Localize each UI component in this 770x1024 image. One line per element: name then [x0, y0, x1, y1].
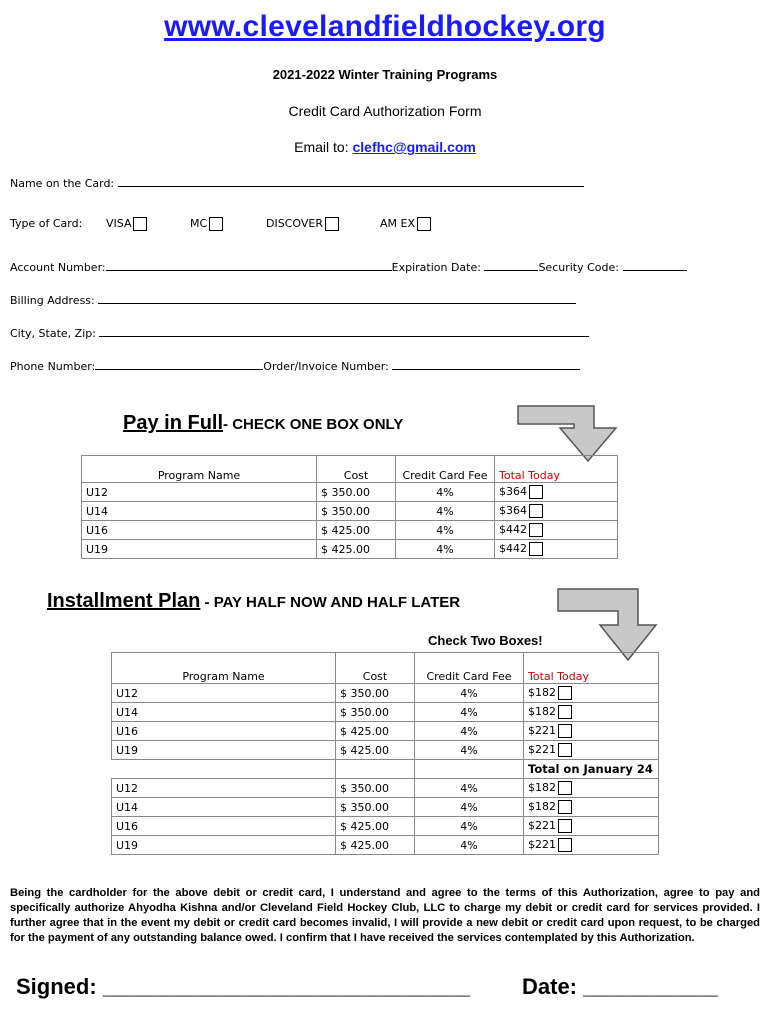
- table-row: [82, 483, 618, 502]
- pay-in-full-subtitle: - CHECK ONE BOX ONLY: [223, 416, 404, 433]
- table-row: [112, 741, 659, 760]
- card-option-label: DISCOVER: [266, 217, 323, 230]
- pay-in-full-heading: [123, 412, 403, 435]
- total-cell[interactable]: [495, 483, 618, 502]
- program-cell: U14: [82, 502, 317, 521]
- card-option-amex[interactable]: [380, 217, 431, 231]
- program-cell: U12: [112, 779, 336, 798]
- table-header-row: [112, 653, 659, 684]
- checkbox[interactable]: [558, 724, 572, 738]
- billing-address-field[interactable]: [10, 293, 576, 307]
- total-value: $221: [528, 838, 556, 851]
- program-cell: U16: [82, 521, 317, 540]
- cost-cell: $ 425.00: [317, 521, 396, 540]
- fee-cell: 4%: [396, 521, 495, 540]
- program-cell: U12: [112, 684, 336, 703]
- checkbox[interactable]: [417, 217, 431, 231]
- cost-cell: $ 425.00: [336, 836, 415, 855]
- table-row: [82, 521, 618, 540]
- cost-cell: $ 425.00: [336, 722, 415, 741]
- security-code-line[interactable]: [623, 260, 687, 271]
- program-cell: U14: [112, 703, 336, 722]
- total-value: $182: [528, 705, 556, 718]
- city-state-zip-field[interactable]: [10, 326, 589, 340]
- checkbox[interactable]: [558, 743, 572, 757]
- authorization-text: Being the cardholder for the above debit or credit card, I understand and agree to the terms of this Authorization, agree to pay and specifically authorize Ahyodha Kishna and/or Cleveland Field Hockey Club, LLC to charge my debit or credit card for services provided. I further agree that in the event my debit or credit card becomes invalid, I will provide a new debit or credit card upon request, to be charged for the payment of any outstanding balance owed. I confirm that I have received the services contemplated by this Authorization.: [10, 887, 760, 944]
- card-option-label: MC: [190, 217, 208, 230]
- header-program: Program Name: [82, 456, 317, 483]
- total-value: $364: [499, 485, 527, 498]
- order-invoice-line[interactable]: [392, 359, 580, 370]
- cost-cell: $ 350.00: [317, 483, 396, 502]
- cost-cell: $ 350.00: [336, 703, 415, 722]
- installment-title: Installment Plan: [47, 590, 201, 612]
- email-link[interactable]: clefhc@gmail.com: [352, 139, 476, 155]
- cost-cell: $ 350.00: [317, 502, 396, 521]
- city-state-zip-line[interactable]: [99, 326, 589, 337]
- total-cell[interactable]: [524, 722, 659, 741]
- fee-cell: 4%: [415, 741, 524, 760]
- program-cell: U16: [112, 722, 336, 741]
- account-number-label: Account Number:: [10, 261, 106, 274]
- checkbox[interactable]: [558, 800, 572, 814]
- total-value: $221: [528, 743, 556, 756]
- total-value: $182: [528, 686, 556, 699]
- phone-number-line[interactable]: [95, 359, 263, 370]
- header-cost: Cost: [317, 456, 396, 483]
- total-cell[interactable]: [524, 779, 659, 798]
- cost-cell: $ 425.00: [317, 540, 396, 559]
- header-program: Program Name: [112, 653, 336, 684]
- fee-cell: 4%: [415, 684, 524, 703]
- fee-cell: 4%: [415, 836, 524, 855]
- total-cell[interactable]: [524, 741, 659, 760]
- header-fee: Credit Card Fee: [415, 653, 524, 684]
- total-cell[interactable]: [524, 703, 659, 722]
- phone-order-field[interactable]: [10, 359, 580, 373]
- total-cell[interactable]: [495, 502, 618, 521]
- checkbox[interactable]: [529, 542, 543, 556]
- order-invoice-label: Order/Invoice Number:: [263, 360, 389, 373]
- program-cell: U16: [112, 817, 336, 836]
- empty-cell: [415, 760, 524, 779]
- type-of-card-label: Type of Card:: [10, 217, 83, 230]
- table-row: [112, 836, 659, 855]
- name-on-card-field[interactable]: [10, 176, 584, 190]
- cost-cell: $ 350.00: [336, 779, 415, 798]
- expiration-date-label: Expiration Date:: [391, 261, 481, 274]
- cost-cell: $ 425.00: [336, 741, 415, 760]
- check-two-boxes-note: Check Two Boxes!: [428, 633, 543, 648]
- total-value: $182: [528, 800, 556, 813]
- fee-cell: 4%: [415, 722, 524, 741]
- city-state-zip-label: City, State, Zip:: [10, 327, 96, 340]
- program-cell: U14: [112, 798, 336, 817]
- header-cost: Cost: [336, 653, 415, 684]
- total-cell[interactable]: [524, 684, 659, 703]
- billing-address-line[interactable]: [98, 293, 576, 304]
- form-title: Credit Card Authorization Form: [288, 103, 482, 119]
- empty-cell: [112, 760, 336, 779]
- security-code-label: Security Code:: [538, 261, 619, 274]
- pay-in-full-table: [81, 455, 618, 559]
- email-label: Email to:: [294, 139, 353, 155]
- table-row: [112, 703, 659, 722]
- total-cell[interactable]: [495, 540, 618, 559]
- total-value: $442: [499, 542, 527, 555]
- table-row: [82, 502, 618, 521]
- table-row: [112, 798, 659, 817]
- installment-table: [111, 652, 659, 855]
- total-value: $221: [528, 819, 556, 832]
- cost-cell: $ 350.00: [336, 798, 415, 817]
- header-total: Total Today: [524, 653, 659, 684]
- date-line[interactable]: Date: ___________: [522, 974, 718, 999]
- account-number-field[interactable]: [10, 260, 687, 274]
- fee-cell: 4%: [415, 817, 524, 836]
- checkbox[interactable]: [558, 838, 572, 852]
- later-header-row: [112, 760, 659, 779]
- cost-cell: $ 425.00: [336, 817, 415, 836]
- table-header-row: [82, 456, 618, 483]
- program-cell: U19: [82, 540, 317, 559]
- checkbox[interactable]: [558, 686, 572, 700]
- checkbox[interactable]: [529, 504, 543, 518]
- fee-cell: 4%: [396, 502, 495, 521]
- name-on-card-label: Name on the Card:: [10, 177, 115, 190]
- checkbox[interactable]: [209, 217, 223, 231]
- empty-cell: [336, 760, 415, 779]
- checkbox[interactable]: [529, 523, 543, 537]
- header-total: Total Today: [495, 456, 618, 483]
- email-line: [0, 139, 770, 155]
- fee-cell: 4%: [415, 703, 524, 722]
- name-on-card-line[interactable]: [118, 176, 584, 187]
- checkbox[interactable]: [529, 485, 543, 499]
- fee-cell: 4%: [415, 798, 524, 817]
- type-of-card-field: [10, 217, 82, 230]
- table-row: [112, 684, 659, 703]
- total-value: $221: [528, 724, 556, 737]
- total-value: $182: [528, 781, 556, 794]
- total-value: $364: [499, 504, 527, 517]
- expiration-date-line[interactable]: [484, 260, 538, 271]
- checkbox[interactable]: [325, 217, 339, 231]
- total-cell[interactable]: [524, 798, 659, 817]
- checkbox[interactable]: [133, 217, 147, 231]
- program-cell: U12: [82, 483, 317, 502]
- website-link[interactable]: www.clevelandfieldhockey.org: [164, 10, 606, 43]
- total-cell[interactable]: [524, 817, 659, 836]
- card-option-label: AM EX: [380, 217, 415, 230]
- table-row: [112, 722, 659, 741]
- phone-number-label: Phone Number:: [10, 360, 96, 373]
- account-number-line[interactable]: [106, 260, 392, 271]
- fee-cell: 4%: [396, 540, 495, 559]
- total-cell[interactable]: [495, 521, 618, 540]
- installment-heading: [47, 590, 460, 613]
- later-header: Total on January 24: [524, 760, 659, 779]
- table-row: [82, 540, 618, 559]
- header-fee: Credit Card Fee: [396, 456, 495, 483]
- card-option-mc[interactable]: [190, 217, 223, 231]
- table-row: [112, 817, 659, 836]
- card-option-visa[interactable]: [106, 217, 147, 231]
- card-option-discover[interactable]: [266, 217, 339, 231]
- checkbox[interactable]: [558, 819, 572, 833]
- pay-in-full-title: Pay in Full: [123, 412, 224, 434]
- program-cell: U19: [112, 741, 336, 760]
- total-value: $442: [499, 523, 527, 536]
- billing-address-label: Billing Address:: [10, 294, 95, 307]
- installment-subtitle: - PAY HALF NOW AND HALF LATER: [200, 594, 461, 611]
- signed-line[interactable]: Signed: ______________________________: [16, 974, 470, 999]
- table-row: [112, 779, 659, 798]
- checkbox[interactable]: [558, 781, 572, 795]
- card-option-label: VISA: [106, 217, 132, 230]
- checkbox[interactable]: [558, 705, 572, 719]
- program-cell: U19: [112, 836, 336, 855]
- total-cell[interactable]: [524, 836, 659, 855]
- fee-cell: 4%: [396, 483, 495, 502]
- cost-cell: $ 350.00: [336, 684, 415, 703]
- program-title: 2021-2022 Winter Training Programs: [272, 67, 498, 82]
- fee-cell: 4%: [415, 779, 524, 798]
